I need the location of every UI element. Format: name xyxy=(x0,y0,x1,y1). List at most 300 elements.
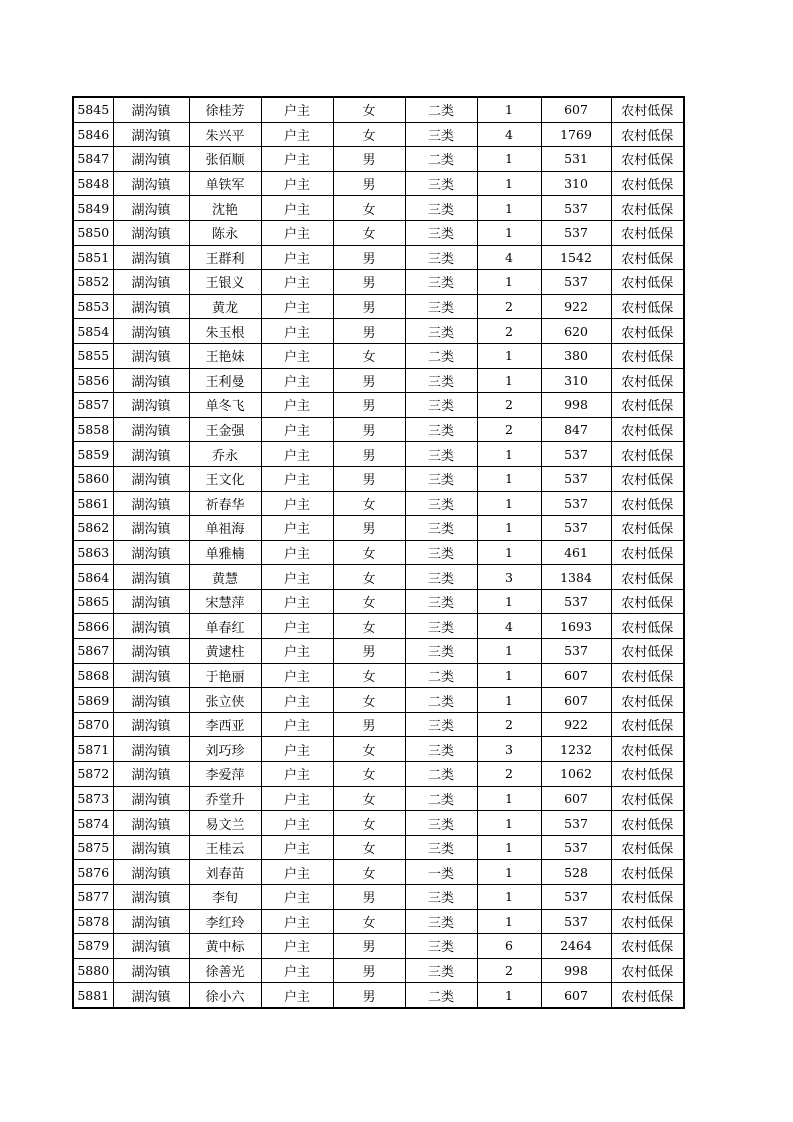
name-cell: 祈春华 xyxy=(189,491,261,516)
category-cell: 三类 xyxy=(405,196,477,221)
sex-cell: 女 xyxy=(333,343,405,368)
sex-cell: 女 xyxy=(333,589,405,614)
town-cell: 湖沟镇 xyxy=(113,220,189,245)
row-number-cell: 5873 xyxy=(73,786,113,811)
town-cell: 湖沟镇 xyxy=(113,909,189,934)
town-cell: 湖沟镇 xyxy=(113,393,189,418)
name-cell: 单祖海 xyxy=(189,516,261,541)
sex-cell: 女 xyxy=(333,220,405,245)
name-cell: 李红玲 xyxy=(189,909,261,934)
sex-cell: 男 xyxy=(333,171,405,196)
assistance-type-cell: 农村低保 xyxy=(611,565,684,590)
category-cell: 三类 xyxy=(405,319,477,344)
sex-cell: 男 xyxy=(333,885,405,910)
table-row xyxy=(73,245,684,270)
assistance-type-cell: 农村低保 xyxy=(611,688,684,713)
assistance-type-cell: 农村低保 xyxy=(611,122,684,147)
town-cell: 湖沟镇 xyxy=(113,319,189,344)
name-cell: 于艳丽 xyxy=(189,663,261,688)
sex-cell: 女 xyxy=(333,786,405,811)
row-number-cell: 5856 xyxy=(73,368,113,393)
members-cell: 4 xyxy=(477,122,541,147)
amount-cell: 461 xyxy=(541,540,611,565)
amount-cell: 607 xyxy=(541,663,611,688)
town-cell: 湖沟镇 xyxy=(113,343,189,368)
sex-cell: 男 xyxy=(333,294,405,319)
sex-cell: 女 xyxy=(333,688,405,713)
amount-cell: 537 xyxy=(541,811,611,836)
sex-cell: 女 xyxy=(333,196,405,221)
role-cell: 户主 xyxy=(261,220,333,245)
sex-cell: 男 xyxy=(333,712,405,737)
amount-cell: 1769 xyxy=(541,122,611,147)
role-cell: 户主 xyxy=(261,343,333,368)
town-cell: 湖沟镇 xyxy=(113,934,189,959)
assistance-type-cell: 农村低保 xyxy=(611,343,684,368)
role-cell: 户主 xyxy=(261,663,333,688)
role-cell: 户主 xyxy=(261,516,333,541)
amount-cell: 847 xyxy=(541,417,611,442)
sex-cell: 女 xyxy=(333,811,405,836)
role-cell: 户主 xyxy=(261,196,333,221)
sex-cell: 女 xyxy=(333,614,405,639)
name-cell: 徐小六 xyxy=(189,983,261,1008)
sex-cell: 男 xyxy=(333,639,405,664)
amount-cell: 607 xyxy=(541,786,611,811)
members-cell: 1 xyxy=(477,688,541,713)
sex-cell: 女 xyxy=(333,835,405,860)
amount-cell: 607 xyxy=(541,97,611,122)
role-cell: 户主 xyxy=(261,983,333,1008)
town-cell: 湖沟镇 xyxy=(113,466,189,491)
members-cell: 1 xyxy=(477,466,541,491)
assistance-type-cell: 农村低保 xyxy=(611,811,684,836)
assistance-type-cell: 农村低保 xyxy=(611,589,684,614)
name-cell: 单铁军 xyxy=(189,171,261,196)
name-cell: 黄龙 xyxy=(189,294,261,319)
role-cell: 户主 xyxy=(261,688,333,713)
category-cell: 三类 xyxy=(405,417,477,442)
amount-cell: 537 xyxy=(541,442,611,467)
name-cell: 黄中标 xyxy=(189,934,261,959)
row-number-cell: 5859 xyxy=(73,442,113,467)
members-cell: 1 xyxy=(477,270,541,295)
members-cell: 1 xyxy=(477,811,541,836)
amount-cell: 607 xyxy=(541,983,611,1008)
row-number-cell: 5862 xyxy=(73,516,113,541)
table-row xyxy=(73,688,684,713)
sex-cell: 男 xyxy=(333,270,405,295)
role-cell: 户主 xyxy=(261,147,333,172)
table-row xyxy=(73,885,684,910)
role-cell: 户主 xyxy=(261,860,333,885)
category-cell: 三类 xyxy=(405,442,477,467)
category-cell: 三类 xyxy=(405,958,477,983)
name-cell: 刘春苗 xyxy=(189,860,261,885)
amount-cell: 537 xyxy=(541,516,611,541)
row-number-cell: 5874 xyxy=(73,811,113,836)
role-cell: 户主 xyxy=(261,589,333,614)
amount-cell: 537 xyxy=(541,639,611,664)
amount-cell: 1062 xyxy=(541,762,611,787)
name-cell: 徐桂芳 xyxy=(189,97,261,122)
row-number-cell: 5857 xyxy=(73,393,113,418)
name-cell: 王艳妹 xyxy=(189,343,261,368)
assistance-type-cell: 农村低保 xyxy=(611,245,684,270)
category-cell: 三类 xyxy=(405,466,477,491)
sex-cell: 女 xyxy=(333,909,405,934)
sex-cell: 女 xyxy=(333,491,405,516)
assistance-type-cell: 农村低保 xyxy=(611,442,684,467)
row-number-cell: 5870 xyxy=(73,712,113,737)
members-cell: 2 xyxy=(477,762,541,787)
category-cell: 三类 xyxy=(405,589,477,614)
name-cell: 王文化 xyxy=(189,466,261,491)
amount-cell: 922 xyxy=(541,712,611,737)
sex-cell: 男 xyxy=(333,417,405,442)
assistance-type-cell: 农村低保 xyxy=(611,737,684,762)
role-cell: 户主 xyxy=(261,786,333,811)
assistance-type-cell: 农村低保 xyxy=(611,934,684,959)
sex-cell: 男 xyxy=(333,368,405,393)
name-cell: 易文兰 xyxy=(189,811,261,836)
category-cell: 三类 xyxy=(405,835,477,860)
table-row xyxy=(73,983,684,1008)
sex-cell: 女 xyxy=(333,540,405,565)
role-cell: 户主 xyxy=(261,245,333,270)
amount-cell: 537 xyxy=(541,835,611,860)
table-row xyxy=(73,958,684,983)
role-cell: 户主 xyxy=(261,885,333,910)
amount-cell: 537 xyxy=(541,909,611,934)
role-cell: 户主 xyxy=(261,712,333,737)
row-number-cell: 5864 xyxy=(73,565,113,590)
members-cell: 1 xyxy=(477,909,541,934)
table-row xyxy=(73,540,684,565)
members-cell: 1 xyxy=(477,343,541,368)
town-cell: 湖沟镇 xyxy=(113,860,189,885)
category-cell: 二类 xyxy=(405,688,477,713)
row-number-cell: 5869 xyxy=(73,688,113,713)
members-cell: 1 xyxy=(477,171,541,196)
row-number-cell: 5881 xyxy=(73,983,113,1008)
sex-cell: 男 xyxy=(333,442,405,467)
role-cell: 户主 xyxy=(261,958,333,983)
assistance-type-cell: 农村低保 xyxy=(611,909,684,934)
assistance-type-cell: 农村低保 xyxy=(611,540,684,565)
category-cell: 三类 xyxy=(405,565,477,590)
role-cell: 户主 xyxy=(261,270,333,295)
category-cell: 三类 xyxy=(405,540,477,565)
sex-cell: 女 xyxy=(333,97,405,122)
category-cell: 三类 xyxy=(405,516,477,541)
table-row xyxy=(73,811,684,836)
amount-cell: 537 xyxy=(541,196,611,221)
table-row xyxy=(73,442,684,467)
assistance-type-cell: 农村低保 xyxy=(611,294,684,319)
table-row xyxy=(73,147,684,172)
table-row xyxy=(73,171,684,196)
name-cell: 单雅楠 xyxy=(189,540,261,565)
table-row xyxy=(73,393,684,418)
town-cell: 湖沟镇 xyxy=(113,270,189,295)
category-cell: 三类 xyxy=(405,737,477,762)
row-number-cell: 5872 xyxy=(73,762,113,787)
town-cell: 湖沟镇 xyxy=(113,712,189,737)
name-cell: 张佰顺 xyxy=(189,147,261,172)
role-cell: 户主 xyxy=(261,97,333,122)
role-cell: 户主 xyxy=(261,122,333,147)
amount-cell: 922 xyxy=(541,294,611,319)
name-cell: 乔永 xyxy=(189,442,261,467)
row-number-cell: 5846 xyxy=(73,122,113,147)
members-cell: 1 xyxy=(477,589,541,614)
members-cell: 2 xyxy=(477,294,541,319)
members-cell: 1 xyxy=(477,442,541,467)
sex-cell: 男 xyxy=(333,245,405,270)
table-row xyxy=(73,614,684,639)
table-row xyxy=(73,934,684,959)
amount-cell: 537 xyxy=(541,466,611,491)
category-cell: 三类 xyxy=(405,909,477,934)
table-row xyxy=(73,589,684,614)
table-row xyxy=(73,639,684,664)
table-row xyxy=(73,294,684,319)
table-row xyxy=(73,491,684,516)
row-number-cell: 5858 xyxy=(73,417,113,442)
name-cell: 单春红 xyxy=(189,614,261,639)
name-cell: 王利曼 xyxy=(189,368,261,393)
town-cell: 湖沟镇 xyxy=(113,417,189,442)
members-cell: 1 xyxy=(477,835,541,860)
name-cell: 王金强 xyxy=(189,417,261,442)
amount-cell: 2464 xyxy=(541,934,611,959)
roster-body xyxy=(73,97,684,1008)
name-cell: 李西亚 xyxy=(189,712,261,737)
table-row xyxy=(73,835,684,860)
table-row xyxy=(73,860,684,885)
assistance-type-cell: 农村低保 xyxy=(611,319,684,344)
role-cell: 户主 xyxy=(261,171,333,196)
amount-cell: 1542 xyxy=(541,245,611,270)
role-cell: 户主 xyxy=(261,294,333,319)
members-cell: 1 xyxy=(477,220,541,245)
table-row xyxy=(73,343,684,368)
row-number-cell: 5867 xyxy=(73,639,113,664)
category-cell: 二类 xyxy=(405,147,477,172)
name-cell: 宋慧萍 xyxy=(189,589,261,614)
role-cell: 户主 xyxy=(261,909,333,934)
category-cell: 三类 xyxy=(405,294,477,319)
role-cell: 户主 xyxy=(261,934,333,959)
table-row xyxy=(73,196,684,221)
town-cell: 湖沟镇 xyxy=(113,171,189,196)
row-number-cell: 5878 xyxy=(73,909,113,934)
table-row xyxy=(73,712,684,737)
row-number-cell: 5850 xyxy=(73,220,113,245)
town-cell: 湖沟镇 xyxy=(113,147,189,172)
sex-cell: 男 xyxy=(333,466,405,491)
assistance-type-cell: 农村低保 xyxy=(611,368,684,393)
name-cell: 朱兴平 xyxy=(189,122,261,147)
members-cell: 1 xyxy=(477,663,541,688)
name-cell: 黄逮柱 xyxy=(189,639,261,664)
sex-cell: 男 xyxy=(333,983,405,1008)
town-cell: 湖沟镇 xyxy=(113,663,189,688)
roster-table xyxy=(72,96,685,1009)
town-cell: 湖沟镇 xyxy=(113,97,189,122)
assistance-type-cell: 农村低保 xyxy=(611,958,684,983)
assistance-type-cell: 农村低保 xyxy=(611,712,684,737)
table-row xyxy=(73,319,684,344)
category-cell: 三类 xyxy=(405,368,477,393)
category-cell: 三类 xyxy=(405,712,477,737)
row-number-cell: 5880 xyxy=(73,958,113,983)
table-row xyxy=(73,97,684,122)
table-row xyxy=(73,368,684,393)
assistance-type-cell: 农村低保 xyxy=(611,220,684,245)
category-cell: 三类 xyxy=(405,393,477,418)
amount-cell: 310 xyxy=(541,171,611,196)
members-cell: 3 xyxy=(477,737,541,762)
row-number-cell: 5868 xyxy=(73,663,113,688)
table-row xyxy=(73,122,684,147)
row-number-cell: 5860 xyxy=(73,466,113,491)
role-cell: 户主 xyxy=(261,835,333,860)
amount-cell: 1232 xyxy=(541,737,611,762)
category-cell: 三类 xyxy=(405,171,477,196)
town-cell: 湖沟镇 xyxy=(113,565,189,590)
row-number-cell: 5863 xyxy=(73,540,113,565)
town-cell: 湖沟镇 xyxy=(113,786,189,811)
category-cell: 三类 xyxy=(405,122,477,147)
sex-cell: 女 xyxy=(333,663,405,688)
role-cell: 户主 xyxy=(261,639,333,664)
members-cell: 3 xyxy=(477,565,541,590)
sex-cell: 女 xyxy=(333,122,405,147)
table-row xyxy=(73,220,684,245)
town-cell: 湖沟镇 xyxy=(113,835,189,860)
sex-cell: 男 xyxy=(333,393,405,418)
members-cell: 1 xyxy=(477,639,541,664)
table-row xyxy=(73,737,684,762)
members-cell: 2 xyxy=(477,958,541,983)
amount-cell: 310 xyxy=(541,368,611,393)
members-cell: 1 xyxy=(477,786,541,811)
row-number-cell: 5866 xyxy=(73,614,113,639)
category-cell: 三类 xyxy=(405,614,477,639)
role-cell: 户主 xyxy=(261,393,333,418)
amount-cell: 537 xyxy=(541,885,611,910)
town-cell: 湖沟镇 xyxy=(113,491,189,516)
name-cell: 单冬飞 xyxy=(189,393,261,418)
role-cell: 户主 xyxy=(261,614,333,639)
role-cell: 户主 xyxy=(261,417,333,442)
sex-cell: 男 xyxy=(333,147,405,172)
amount-cell: 998 xyxy=(541,958,611,983)
category-cell: 二类 xyxy=(405,663,477,688)
town-cell: 湖沟镇 xyxy=(113,983,189,1008)
members-cell: 1 xyxy=(477,368,541,393)
town-cell: 湖沟镇 xyxy=(113,368,189,393)
assistance-type-cell: 农村低保 xyxy=(611,97,684,122)
role-cell: 户主 xyxy=(261,540,333,565)
assistance-type-cell: 农村低保 xyxy=(611,393,684,418)
role-cell: 户主 xyxy=(261,319,333,344)
assistance-type-cell: 农村低保 xyxy=(611,196,684,221)
table-row xyxy=(73,466,684,491)
members-cell: 1 xyxy=(477,491,541,516)
town-cell: 湖沟镇 xyxy=(113,540,189,565)
town-cell: 湖沟镇 xyxy=(113,958,189,983)
town-cell: 湖沟镇 xyxy=(113,196,189,221)
name-cell: 李旬 xyxy=(189,885,261,910)
row-number-cell: 5854 xyxy=(73,319,113,344)
category-cell: 三类 xyxy=(405,245,477,270)
sex-cell: 男 xyxy=(333,934,405,959)
amount-cell: 537 xyxy=(541,270,611,295)
town-cell: 湖沟镇 xyxy=(113,885,189,910)
name-cell: 王桂云 xyxy=(189,835,261,860)
assistance-type-cell: 农村低保 xyxy=(611,466,684,491)
name-cell: 徐善光 xyxy=(189,958,261,983)
assistance-type-cell: 农村低保 xyxy=(611,614,684,639)
row-number-cell: 5855 xyxy=(73,343,113,368)
members-cell: 1 xyxy=(477,97,541,122)
amount-cell: 537 xyxy=(541,220,611,245)
role-cell: 户主 xyxy=(261,565,333,590)
name-cell: 李爱萍 xyxy=(189,762,261,787)
table-row xyxy=(73,565,684,590)
category-cell: 三类 xyxy=(405,639,477,664)
name-cell: 沈艳 xyxy=(189,196,261,221)
name-cell: 黄慧 xyxy=(189,565,261,590)
category-cell: 三类 xyxy=(405,811,477,836)
category-cell: 二类 xyxy=(405,762,477,787)
assistance-type-cell: 农村低保 xyxy=(611,786,684,811)
assistance-type-cell: 农村低保 xyxy=(611,762,684,787)
role-cell: 户主 xyxy=(261,737,333,762)
town-cell: 湖沟镇 xyxy=(113,737,189,762)
sex-cell: 女 xyxy=(333,565,405,590)
category-cell: 二类 xyxy=(405,97,477,122)
row-number-cell: 5875 xyxy=(73,835,113,860)
amount-cell: 537 xyxy=(541,491,611,516)
members-cell: 1 xyxy=(477,196,541,221)
row-number-cell: 5876 xyxy=(73,860,113,885)
row-number-cell: 5877 xyxy=(73,885,113,910)
table-row xyxy=(73,786,684,811)
row-number-cell: 5851 xyxy=(73,245,113,270)
assistance-type-cell: 农村低保 xyxy=(611,270,684,295)
town-cell: 湖沟镇 xyxy=(113,762,189,787)
category-cell: 三类 xyxy=(405,220,477,245)
amount-cell: 531 xyxy=(541,147,611,172)
assistance-type-cell: 农村低保 xyxy=(611,171,684,196)
row-number-cell: 5845 xyxy=(73,97,113,122)
category-cell: 一类 xyxy=(405,860,477,885)
row-number-cell: 5865 xyxy=(73,589,113,614)
assistance-type-cell: 农村低保 xyxy=(611,639,684,664)
role-cell: 户主 xyxy=(261,466,333,491)
category-cell: 二类 xyxy=(405,786,477,811)
role-cell: 户主 xyxy=(261,442,333,467)
name-cell: 张立侠 xyxy=(189,688,261,713)
assistance-type-cell: 农村低保 xyxy=(611,417,684,442)
sex-cell: 男 xyxy=(333,319,405,344)
members-cell: 1 xyxy=(477,885,541,910)
members-cell: 1 xyxy=(477,540,541,565)
